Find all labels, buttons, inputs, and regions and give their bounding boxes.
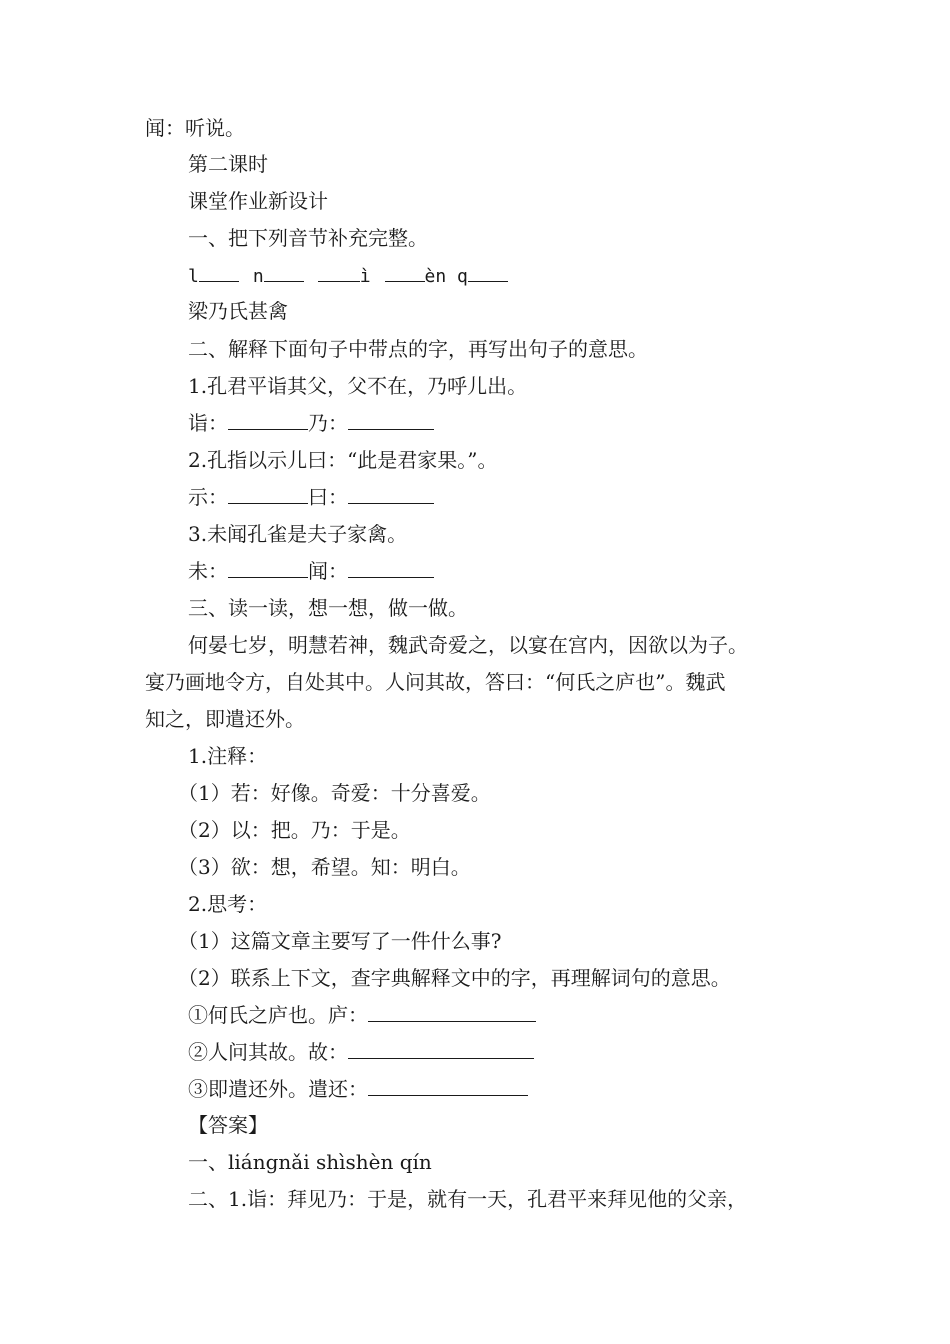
question-item: 2.孔指以示儿曰：“此是君家果。”。 [188, 448, 498, 472]
answer-line [188, 1039, 858, 1065]
notes-heading: 1.注释： [188, 744, 268, 768]
answer-line [188, 1076, 858, 1102]
answer-blank [228, 485, 308, 504]
lesson-heading: 第二课时 [188, 152, 268, 176]
pinyin-exercise [188, 263, 858, 290]
section-heading: 课堂作业新设计 [188, 189, 328, 213]
answer-text: 二、1.诣：拜见乃：于是，就有一天，孔君平来拜见他的父亲， [188, 1187, 748, 1211]
answer-text: 一、liángnǎi shìshèn qín [188, 1150, 432, 1174]
answers-heading: 【答案】 [188, 1113, 268, 1137]
answer-label: 未： [188, 559, 228, 583]
question-heading-3: 三、读一读，想一想，做一做。 [188, 596, 468, 620]
question-heading-1: 一、把下列音节补充完整。 [188, 226, 428, 250]
answer-line [188, 558, 858, 584]
answer-blank [228, 411, 308, 430]
question-item: 3.未闻孔雀是夫子家禽。 [188, 522, 408, 546]
answer-label: 示： [188, 485, 228, 509]
answer-label: ②人问其故。故： [188, 1040, 348, 1064]
answer-blank [318, 263, 360, 282]
think-heading: 2.思考： [188, 892, 268, 916]
answer-label: 乃： [308, 411, 348, 435]
answer-blank [228, 559, 308, 578]
question-item: 1.孔君平诣其父，父不在，乃呼儿出。 [188, 374, 528, 398]
answer-blank [264, 263, 304, 282]
pinyin-part: n [252, 266, 264, 287]
answer-blank [348, 411, 434, 430]
pinyin-part: l [188, 266, 199, 287]
passage-line: 何晏七岁，明慧若神，魏武奇爱之，以宴在宫内，因欲以为子。 [188, 633, 748, 657]
passage-line: 宴乃画地令方，自处其中。人问其故，答曰：“何氏之庐也”。魏武 [145, 670, 726, 694]
answer-blank [468, 263, 508, 282]
note-item: （2）以：把。乃：于是。 [178, 818, 411, 842]
answer-label: 诣： [188, 411, 228, 435]
answer-line [188, 1002, 858, 1028]
answer-label: ③即遣还外。遣还： [188, 1077, 368, 1101]
answer-blank [385, 263, 425, 282]
answer-blank [348, 1040, 534, 1059]
text-line: 闻：听说。 [145, 116, 245, 140]
answer-line [188, 484, 858, 510]
think-item: （1）这篇文章主要写了一件什么事? [178, 929, 502, 953]
answer-blank [348, 485, 434, 504]
text-line: 梁乃氏甚禽 [188, 299, 288, 323]
answer-blank [368, 1077, 528, 1096]
passage-line: 知之，即遣还外。 [145, 707, 305, 731]
question-heading-2: 二、解释下面句子中带点的字，再写出句子的意思。 [188, 337, 648, 361]
answer-blank [199, 263, 239, 282]
note-item: （3）欲：想，希望。知：明白。 [178, 855, 471, 879]
answer-label: 曰： [308, 485, 348, 509]
note-item: （1）若：好像。奇爱：十分喜爱。 [178, 781, 491, 805]
answer-blank [348, 559, 434, 578]
pinyin-part: èn q [424, 266, 468, 287]
think-item: （2）联系上下文，查字典解释文中的字，再理解词句的意思。 [178, 966, 731, 990]
answer-blank [368, 1003, 536, 1022]
pinyin-part: ì [359, 266, 371, 287]
answer-label: ①何氏之庐也。庐： [188, 1003, 368, 1027]
answer-line [188, 410, 858, 436]
answer-label: 闻： [308, 559, 348, 583]
